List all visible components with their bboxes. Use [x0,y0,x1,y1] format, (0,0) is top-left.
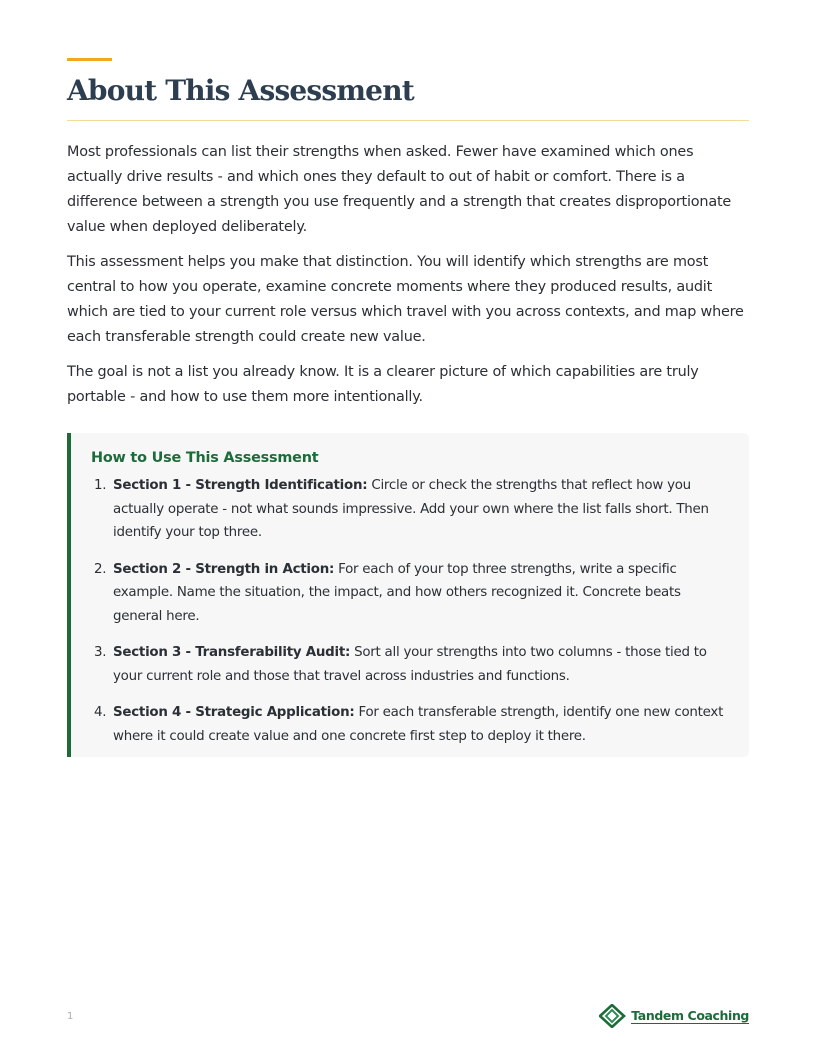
step-number: 2. [94,561,107,577]
step-number: 4. [94,705,107,720]
brand-logo [599,1004,749,1028]
step-item [91,558,729,629]
step-text: For each transferable strength, identify one new context where it could create value and one concrete first step to deploy it there. [113,705,724,744]
title-divider [67,120,749,121]
intro-paragraph: The goal is not a list you already know. It is a clearer picture of which capabilities are truly portable - and how to use them more intentionally. [67,364,699,405]
page-title: About This Assessment [67,74,414,107]
step-label: Section 4 - Strategic Application: [113,705,355,720]
step-label: Section 2 - Strength in Action: [113,561,335,577]
how-to-use-callout [67,433,749,757]
step-item [91,701,729,748]
steps-list [91,474,729,748]
intro-paragraph: This assessment helps you make that distinction. You will identify which strengths are most central to how you operate, examine concrete moments where they produced results, audit which are tied to your current role versus which travel with you across contexts, and map where each transferable strength could create new value. [67,254,744,345]
step-label: Section 3 - Transferability Audit: [113,645,351,660]
step-label: Section 1 - Strength Identification: [113,478,368,493]
step-text: For each of your top three strengths, write a specific example. Name the situation, the impact, and how others recognized it. Concrete beats general here. [113,561,681,624]
step-text: Circle or check the strengths that reflect how you actually operate - not what sounds impressive. Add your own where the list falls short. Then identify your top three. [113,478,709,540]
callout-title: How to Use This Assessment [91,450,319,466]
step-number: 1. [94,478,107,493]
step-number: 3. [94,645,107,660]
diamond-logo-icon [599,1004,627,1028]
step-item [91,641,729,688]
step-item [91,474,729,545]
page-number: 1 [67,1011,74,1022]
step-text: Sort all your strengths into two columns - those tied to your current role and those that travel across industries and functions. [113,645,707,684]
intro-paragraph: Most professionals can list their strengths when asked. Fewer have examined which ones actually drive results - and which ones they default to out of habit or comfort. There is a difference between a strength you use frequently and a strength that creates disproportionate value when deployed deliberately. [67,144,732,235]
brand-name: Tandem Coaching [631,1008,749,1023]
title-accent-bar [67,58,112,61]
intro-section [67,140,749,420]
